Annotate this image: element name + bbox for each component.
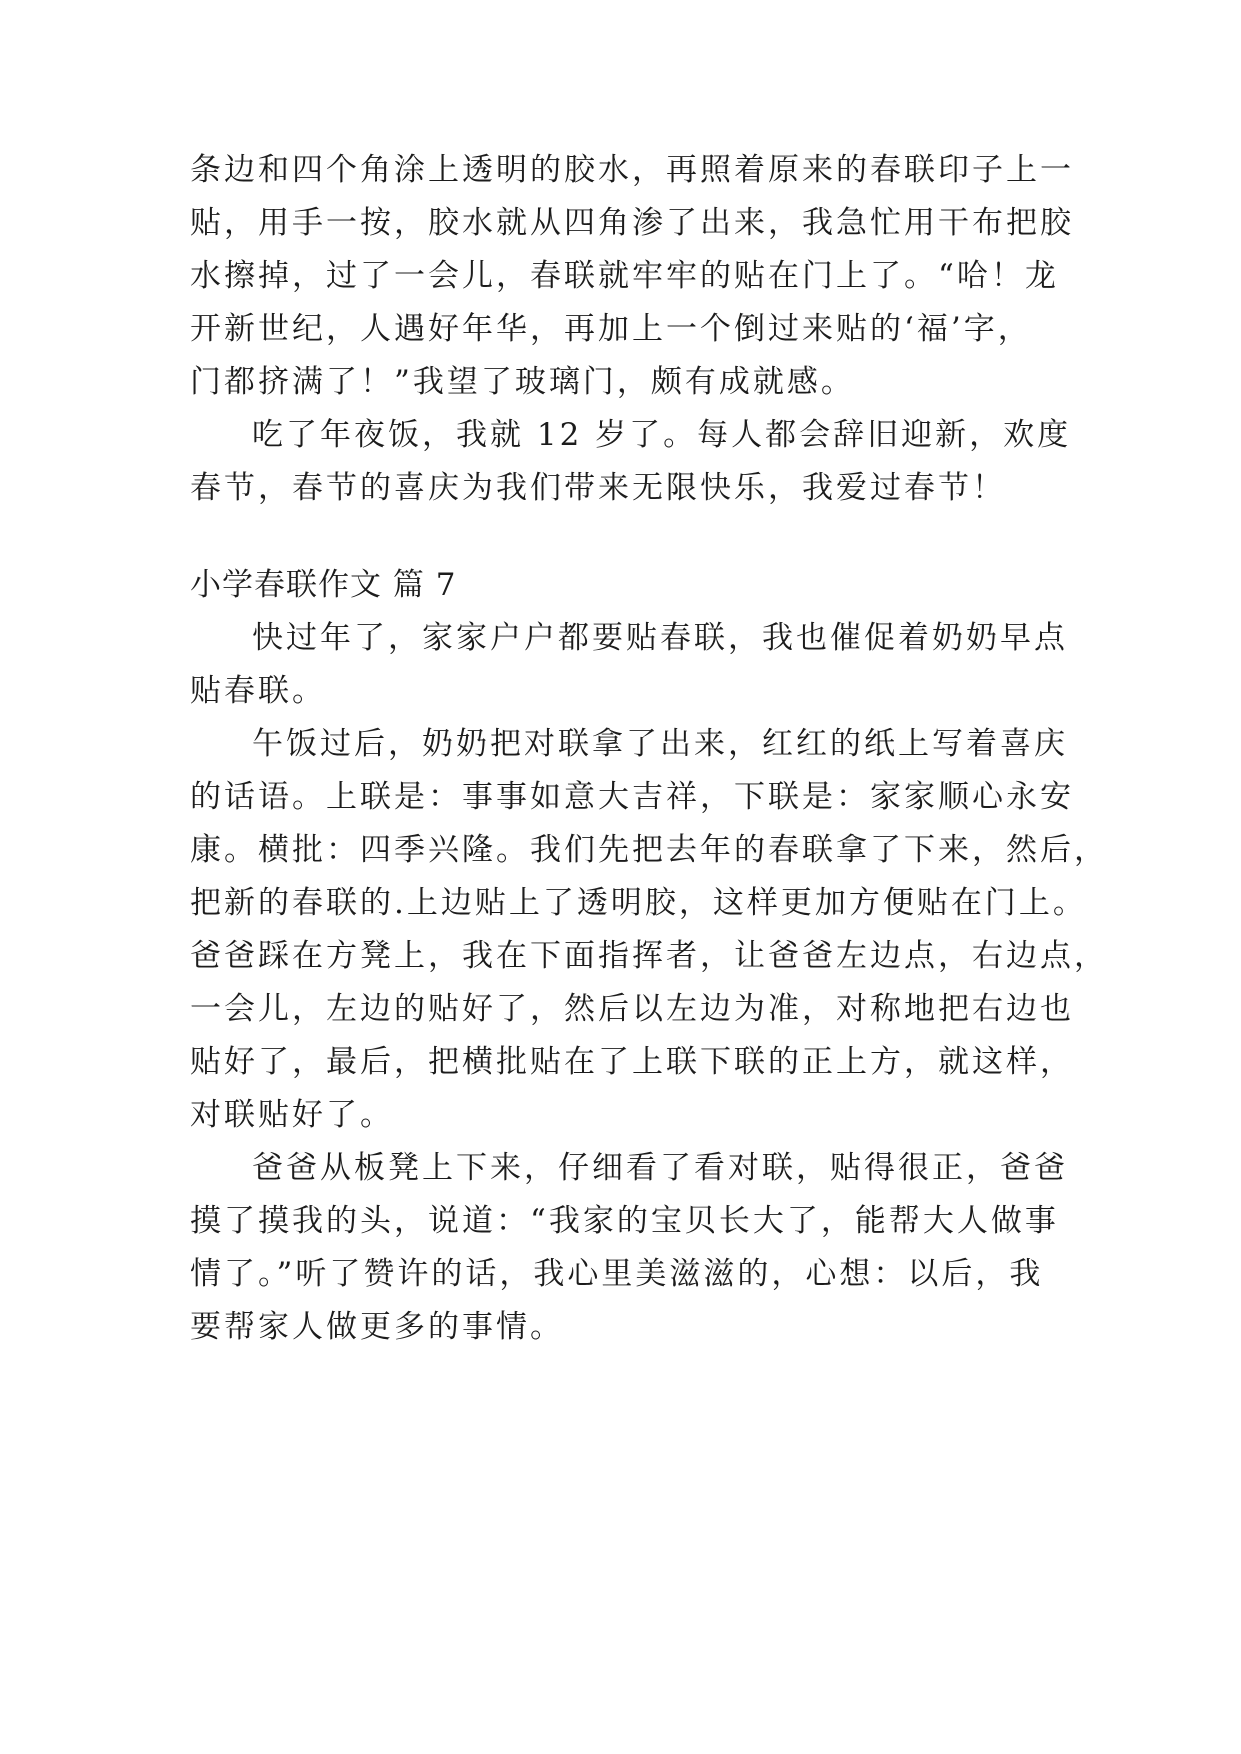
text-line: 把新的春联的.上边贴上了透明胶，这样更加方便贴在门上。 [190,885,1087,921]
text-line: 贴，用手一按，胶水就从四角渗了出来，我急忙用干布把胶 [190,205,1074,241]
text-line: 一会儿，左边的贴好了，然后以左边为准，对称地把右边也 [190,991,1074,1027]
text-line: 贴好了，最后，把横批贴在了上联下联的正上方，就这样， [190,1044,1074,1080]
text-line: 康。横批：四季兴隆。我们先把去年的春联拿了下来，然后， [190,832,1108,868]
text-line: 门都挤满了！”我望了玻璃门，颇有成就感。 [190,364,855,400]
text-line: 条边和四个角涂上透明的胶水，再照着原来的春联印子上一 [190,152,1074,188]
text-line: 的话语。上联是：事事如意大吉祥，下联是：家家顺心永安 [190,779,1074,815]
text-line: 春节，春节的喜庆为我们带来无限快乐，我爱过春节！ [190,470,1006,506]
text-line: 爸爸从板凳上下来，仔细看了看对联，贴得很正，爸爸 [252,1150,1068,1186]
text-line: 吃了年夜饭，我就 12 岁了。每人都会辞旧迎新，欢度 [252,417,1072,453]
text-line: 情了。”听了赞许的话，我心里美滋滋的，心想：以后，我 [190,1256,1044,1292]
text-line: 对联贴好了。 [190,1097,394,1133]
text-line: 午饭过后，奶奶把对联拿了出来，红红的纸上写着喜庆 [252,726,1068,762]
text-line: 爸爸踩在方凳上，我在下面指挥者，让爸爸左边点，右边点， [190,938,1108,974]
text-line: 水擦掉，过了一会儿，春联就牢牢的贴在门上了。“哈！龙 [190,258,1059,294]
text-line: 摸了摸我的头，说道：“我家的宝贝长大了，能帮大人做事 [190,1203,1059,1239]
text-line: 贴春联。 [190,673,326,709]
text-line: 快过年了，家家户户都要贴春联，我也催促着奶奶早点 [252,620,1068,656]
article-heading: 小学春联作文 篇 7 [190,567,457,603]
text-line: 开新世纪，人遇好年华，再加上一个倒过来贴的‘福’字， [190,311,1032,347]
text-line: 要帮家人做更多的事情。 [190,1309,564,1345]
